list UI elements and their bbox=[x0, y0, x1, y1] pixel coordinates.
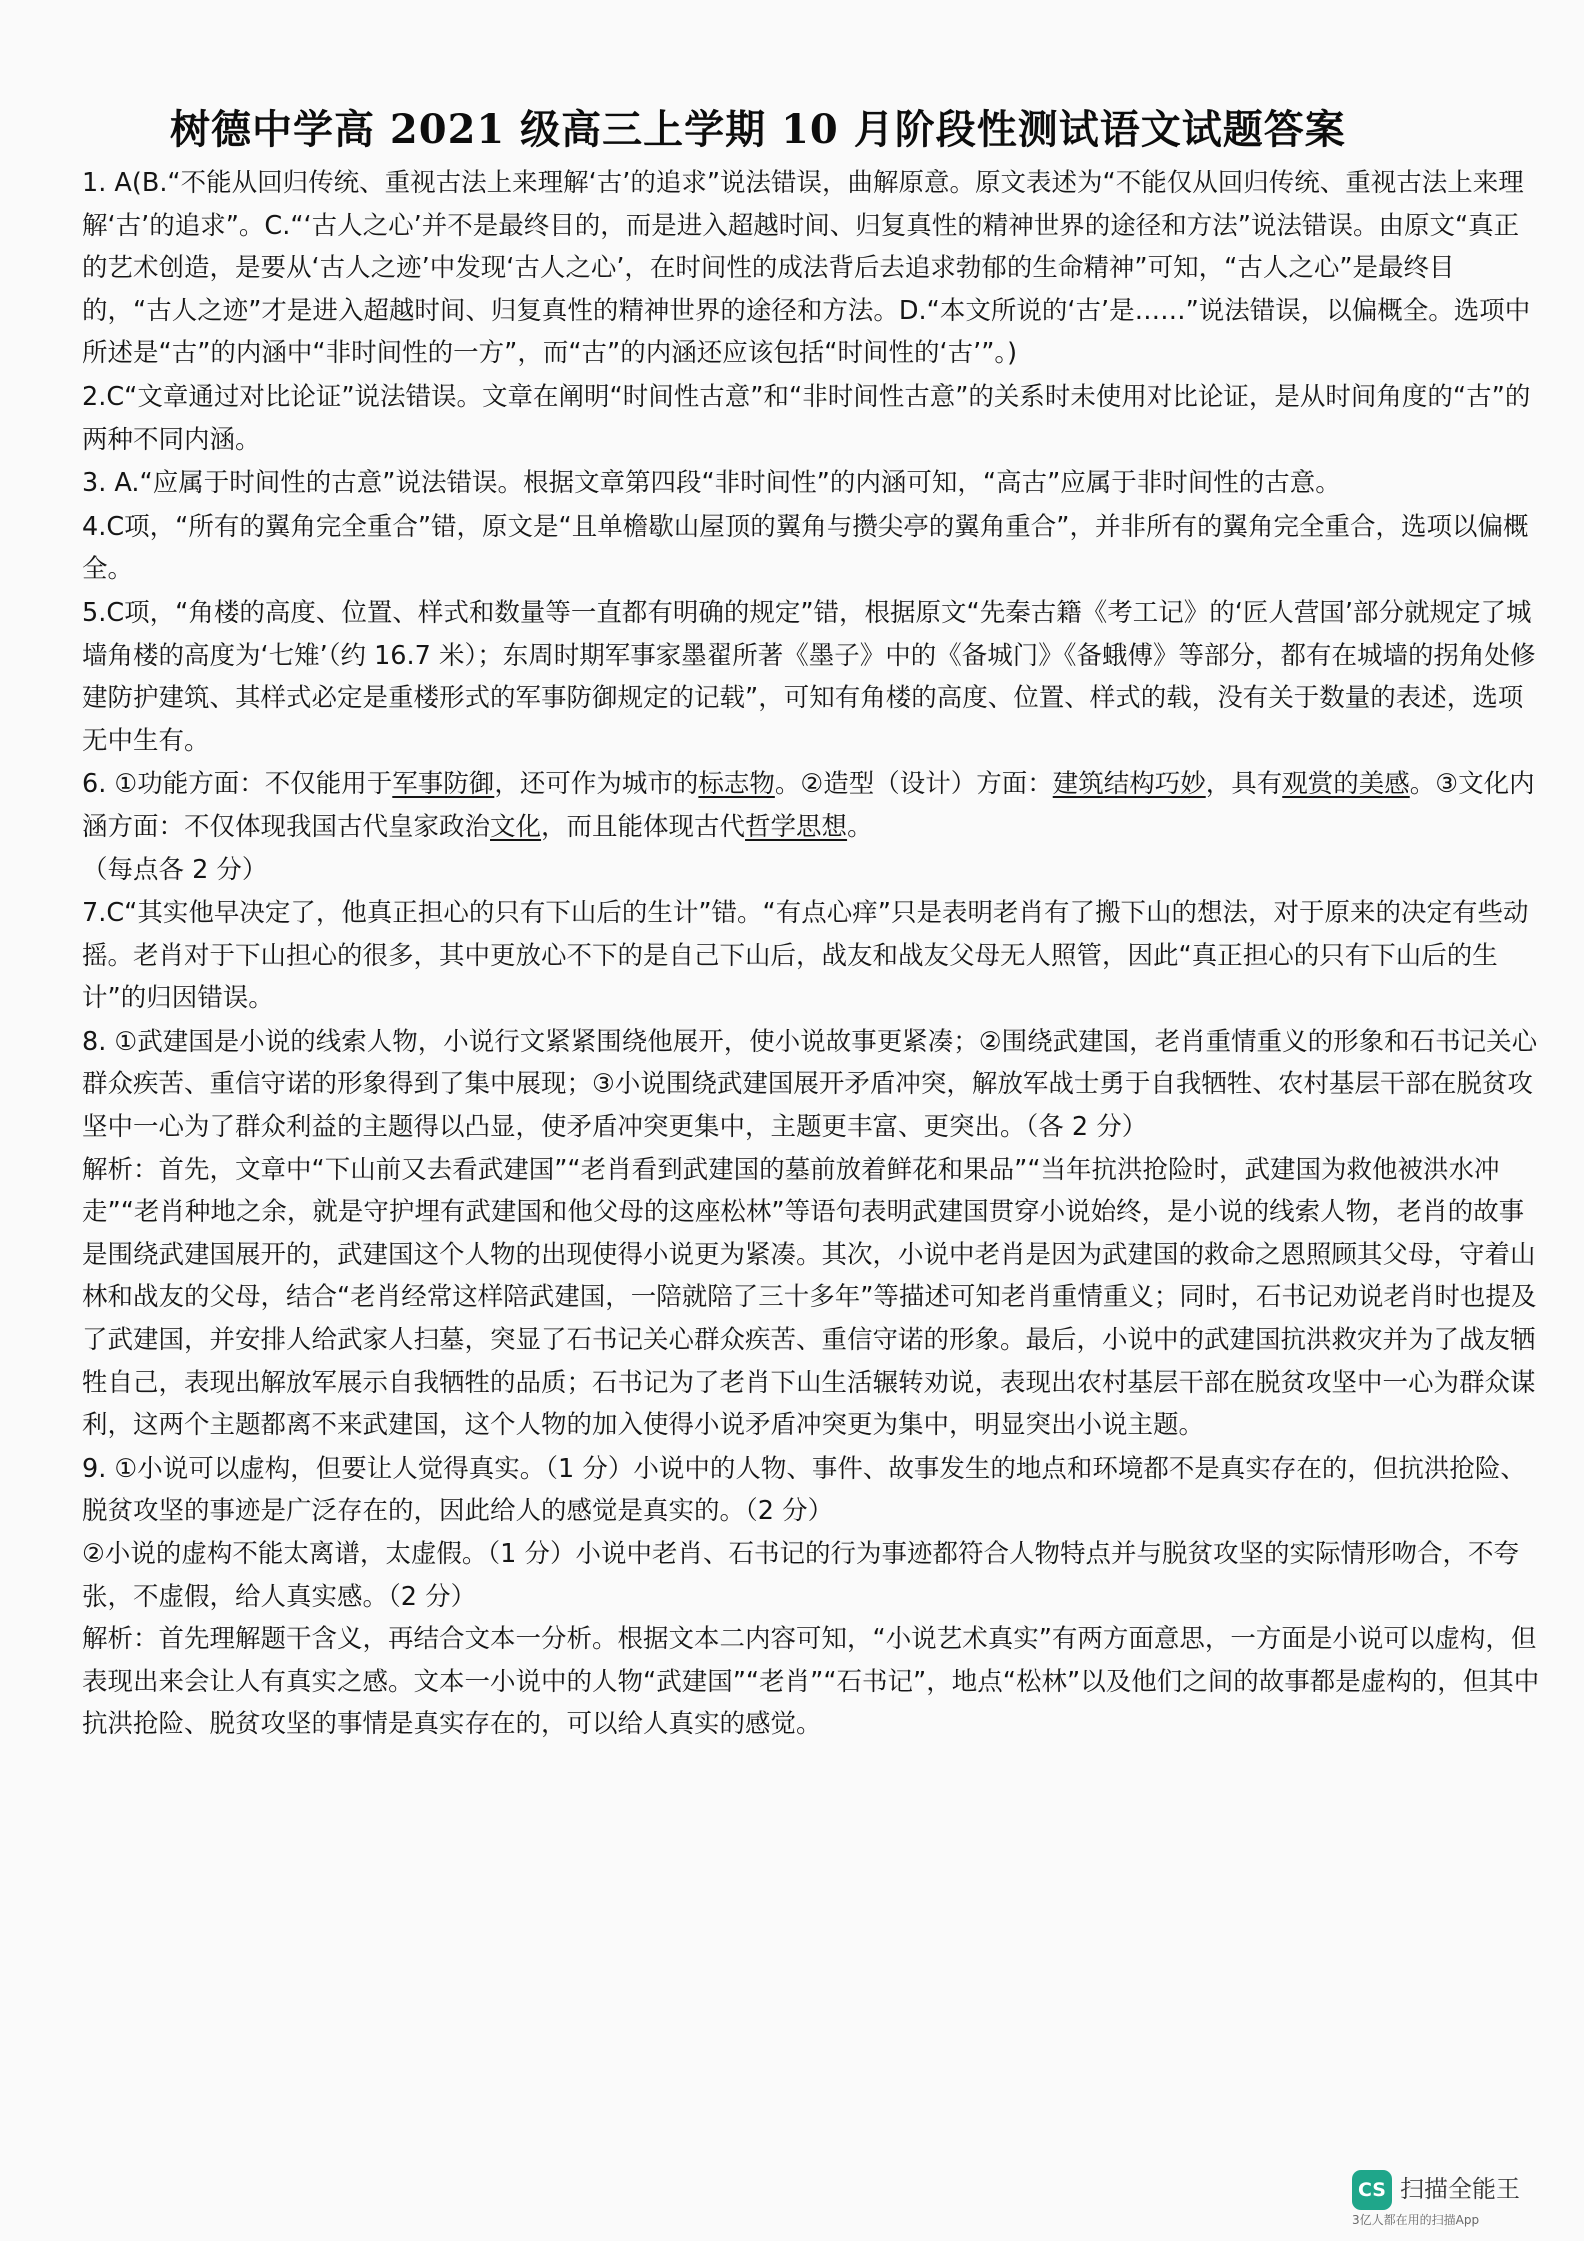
answer-6-text-1: 6. ①功能方面：不仅能用于 bbox=[82, 769, 393, 800]
answer-7: 7.C“其实他早决定了，他真正担心的只有下山后的生计”错。“有点心痒”只是表明老肖有了搬下山的想法，对于原来的决定有些动摇。老肖对于下山担心的很多，其中更放心不下的是自己下山后，战友和战友父母无人照管，因此“真正担心的只有下山后的生计”的归因错误。 bbox=[82, 898, 1529, 1014]
answer-4: 4.C项，“所有的翼角完全重合”错，原文是“且单檐歇山屋顶的翼角与攒尖亭的翼角重合”，并非所有的翼角完全重合，选项以偏概全。 bbox=[82, 511, 1529, 585]
answer-6 bbox=[82, 763, 1542, 848]
answer-5: 5.C项，“角楼的高度、位置、样式和数量等一直都有明确的规定”错，根据原文“先秦古籍《考工记》的‘匠人营国’部分就规定了城墙角楼的高度为‘七雉’（约 16.7 米）；东周时期军事家墨翟所著《墨子》中的《备城门》《备蛾傅》等部分，都有在城墙的拐角处修建防护建筑、其样式必定是重楼形式的军事防御规定的记载”，可知有角楼的高度、位置、样式的载，没有关于数量的表述，选项无中生有。 bbox=[82, 597, 1536, 756]
scanner-tagline: 3亿人都在用的扫描App bbox=[1352, 2213, 1480, 2227]
scanner-watermark bbox=[1352, 2168, 1562, 2228]
answer-9-point-2: ②小说的虚构不能太离谱，太虚假。（1 分）小说中老肖、石书记的行为事迹都符合人物特点并与脱贫攻坚的实际情形吻合，不夸张，不虚假，给人真实感。（2 分） bbox=[82, 1539, 1519, 1612]
answer-6-score: （每点各 2 分） bbox=[82, 854, 268, 885]
answer-6-text-4: ，具有 bbox=[1205, 769, 1283, 800]
answer-6-underline-1: 军事防御 bbox=[392, 769, 495, 800]
answer-1: 1. A(B.“不能从回归传统、重视古法上来理解‘古’的追求”说法错误，曲解原意。原文表述为“不能仅从回归传统、重视古法上来理解‘古’的追求”。C.“‘古人之心’并不是最终目的，而是进入超越时间、归复真性的精神世界的途径和方法”说法错误。由原文“真正的艺术创造，是要从‘古人之迹’中发现‘古人之心’，在时间性的成法背后去追求勃郁的生命精神”可知，“古人之心”是最终目的，“古人之迹”才是进入超越时间、归复真性的精神世界的途径和方法。D.“本文所说的‘古’是……”说法错误，以偏概全。选项中所述是“古”的内涵中“非时间性的一方”，而“古”的内涵还应该包括“时间性的‘古’”。) bbox=[82, 168, 1531, 369]
answer-8: 8. ①武建国是小说的线索人物，小说行文紧紧围绕他展开，使小说故事更紧凑；②围绕武建国，老肖重情重义的形象和石书记关心群众疾苦、重信守诺的形象得到了集中展现；③小说围绕武建国展开矛盾冲突，解放军战士勇于自我牺牲、农村基层干部在脱贫攻坚中一心为了群众利益的主题得以凸显，使矛盾冲突更集中，主题更丰富、更突出。（各 2 分） bbox=[82, 1026, 1538, 1143]
answer-3: 3. A.“应属于时间性的古意”说法错误。根据文章第四段“非时间性”的内涵可知，“高古”应属于非时间性的古意。 bbox=[82, 468, 1341, 499]
answer-6-text-5: 。③文化内涵方面：不仅体现我国古代皇家政治 bbox=[82, 769, 1535, 842]
answer-content bbox=[82, 162, 1542, 1746]
answer-8-analysis: 解析：首先，文章中“下山前又去看武建国”“老肖看到武建国的墓前放着鲜花和果品”“当年抗洪抢险时，武建国为救他被洪水冲走”“老肖种地之余，就是守护埋有武建国和他父母的这座松林”等语句表明武建国贯穿小说始终，是小说的线索人物，老肖的故事是围绕武建国展开的，武建国这个人物的出现使得小说更为紧凑。其次，小说中老肖是因为武建国的救命之恩照顾其父母，守着山林和战友的父母，结合“老肖经常这样陪武建国，一陪就陪了三十多年”等描述可知老肖重情重义；同时，石书记劝说老肖时也提及了武建国，并安排人给武家人扫墓，突显了石书记关心群众疾苦、重信守诺的形象。最后，小说中的武建国抗洪救灾并为了战友牺牲自己，表现出解放军展示自我牺牲的品质；石书记为了老肖下山生活辗转劝说，表现出农村基层干部在脱贫攻坚中一心为群众谋利，这两个主题都离不来武建国，这个人物的加入使得小说矛盾冲突更为集中，明显突出小说主题。 bbox=[82, 1154, 1537, 1441]
scanner-app-name: 扫描全能王 bbox=[1400, 2175, 1520, 2203]
answer-9-point-1: 9. ①小说可以虚构，但要让人觉得真实。（1 分）小说中的人物、事件、故事发生的地点和环境都不是真实存在的，但抗洪抢险、脱贫攻坚的事迹是广泛存在的，因此给人的感觉是真实的。（2 分） bbox=[82, 1453, 1526, 1527]
answer-9-analysis: 解析：首先理解题干含义，再结合文本一分析。根据文本二内容可知，“小说艺术真实”有两方面意思，一方面是小说可以虚构，但表现出来会让人有真实之感。文本一小说中的人物“武建国”“老肖”“石书记”，地点“松林”以及他们之间的故事都是虚构的，但其中抗洪抢险、脱贫攻坚的事情是真实存在的，可以给人真实的感觉。 bbox=[82, 1624, 1540, 1740]
answer-6-underline-2: 标志物 bbox=[698, 769, 775, 800]
camscanner-logo-icon: CS bbox=[1352, 2170, 1392, 2210]
answer-6-text-7: 。 bbox=[847, 811, 873, 842]
answer-6-text-6: ，而且能体现古代 bbox=[541, 811, 746, 842]
answer-6-underline-5: 文化 bbox=[490, 811, 542, 842]
answer-6-text-2: ，还可作为城市的 bbox=[494, 769, 699, 800]
page-title: 树德中学高 2021 级高三上学期 10 月阶段性测试语文试题答案 bbox=[170, 106, 1346, 153]
answer-6-underline-6: 哲学思想 bbox=[745, 811, 848, 842]
answer-6-underline-4: 观赏的美感 bbox=[1282, 769, 1410, 800]
answer-2: 2.C“文章通过对比论证”说法错误。文章在阐明“时间性古意”和“非时间性古意”的关系时未使用对比论证，是从时间角度的“古”的两种不同内涵。 bbox=[82, 381, 1531, 455]
answer-6-underline-3: 建筑结构巧妙 bbox=[1052, 769, 1206, 800]
answer-6-text-3: 。②造型（设计）方面： bbox=[774, 769, 1053, 800]
